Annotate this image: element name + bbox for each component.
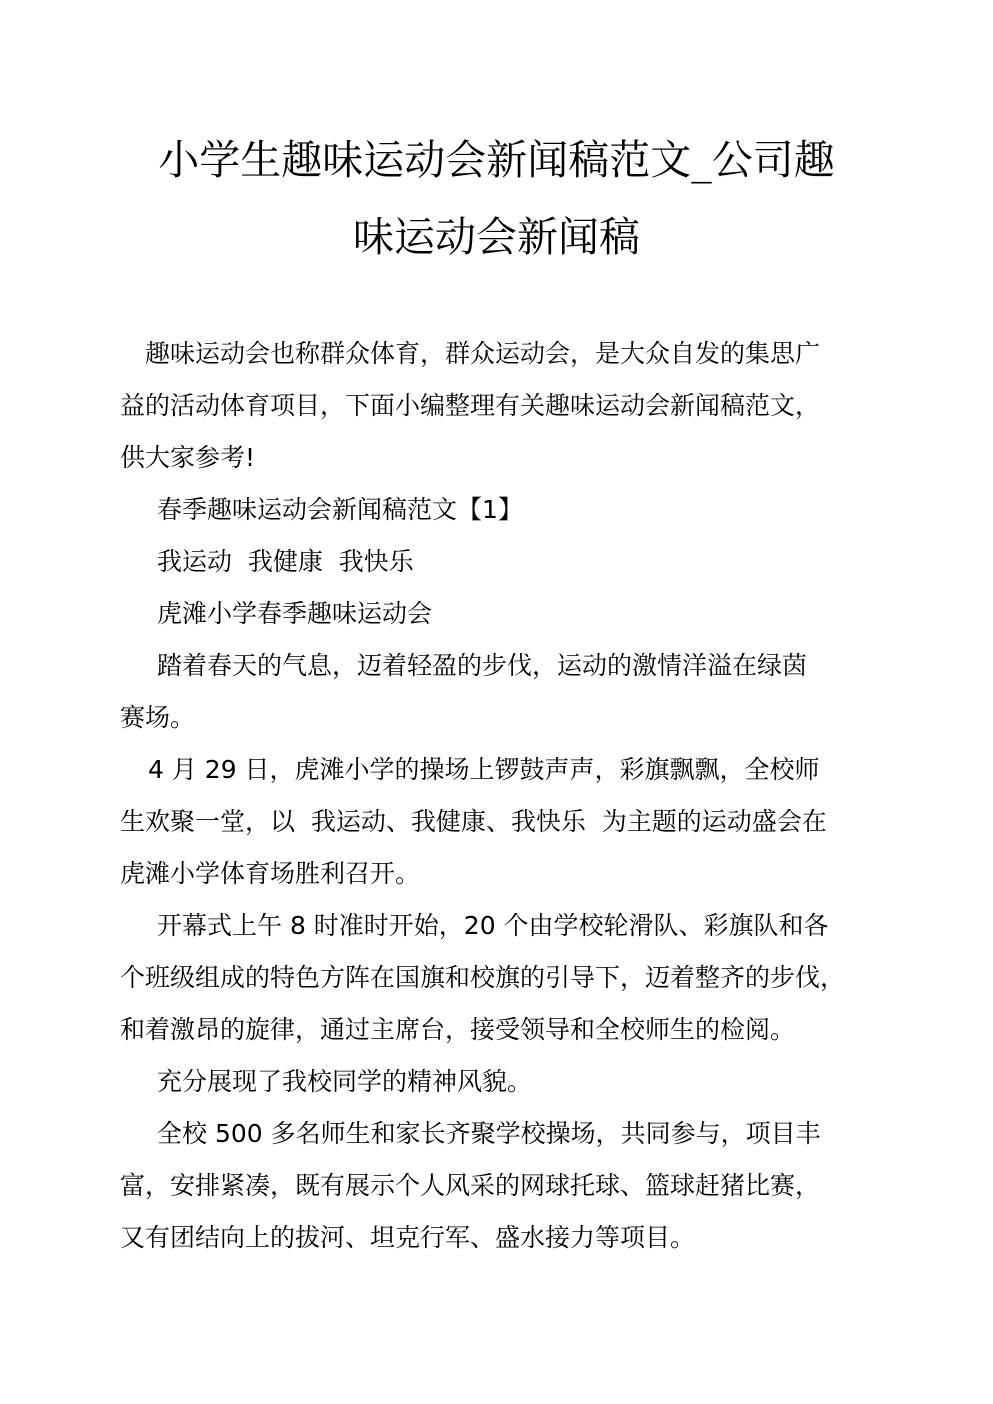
event-name-line: 虎滩小学春季趣味运动会 (157, 599, 433, 628)
paragraph-line-8: 赛场。 (120, 703, 196, 732)
slogan-line: 我运动 我健康 我快乐 (157, 547, 414, 576)
paragraph-line-12: 开幕式上午 8 时准时开始，20 个由学校轮滑队、彩旗队和各 (157, 911, 829, 940)
paragraph-line-1: 趣味运动会也称群众体育，群众运动会，是大众自发的集思广 (145, 339, 821, 368)
paragraph-line-11: 虎滩小学体育场胜利召开。 (120, 859, 421, 888)
paragraph-line-3: 供大家参考! (120, 443, 256, 472)
paragraph-line-15: 充分展现了我校同学的精神风貌。 (157, 1067, 533, 1096)
document-title-line-2: 味运动会新闻稿 (353, 213, 640, 261)
paragraph-line-10: 生欢聚一堂，以 我运动、我健康、我快乐 为主题的运动盛会在 (120, 807, 827, 836)
paragraph-line-9: 4 月 29 日，虎滩小学的操场上锣鼓声声，彩旗飘飘，全校师 (148, 755, 820, 784)
paragraph-line-18: 又有团结向上的拔河、坦克行军、盛水接力等项目。 (120, 1223, 696, 1252)
paragraph-line-2: 益的活动体育项目，下面小编整理有关趣味运动会新闻稿范文， (120, 391, 821, 420)
section-heading: 春季趣味运动会新闻稿范文【1】 (157, 495, 523, 524)
paragraph-line-7: 踏着春天的气息，迈着轻盈的步伐，运动的激情洋溢在绿茵 (157, 651, 808, 680)
paragraph-line-13: 个班级组成的特色方阵在国旗和校旗的引导下，迈着整齐的步伐， (120, 963, 846, 992)
paragraph-line-14: 和着激昂的旋律，通过主席台，接受领导和全校师生的检阅。 (120, 1015, 796, 1044)
paragraph-line-16: 全校 500 多名师生和家长齐聚学校操场，共同参与，项目丰 (157, 1119, 821, 1148)
document-title-line-1: 小学生趣味运动会新闻稿范文_公司趣 (158, 136, 835, 184)
paragraph-line-17: 富，安排紧凑，既有展示个人风采的网球托球、篮球赶猪比赛， (120, 1171, 821, 1200)
